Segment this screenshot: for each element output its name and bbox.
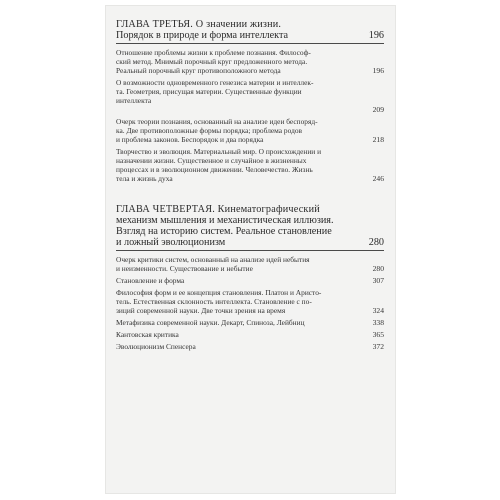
entry-last-line [116,264,384,273]
entry-last-line [116,276,384,285]
toc-entry [116,330,384,339]
chapter-4-title-line: механизм мышления и механистическая иллюзия. [116,215,334,226]
toc-entry [116,288,384,315]
entry-last-line [116,66,384,75]
book-page [105,5,396,494]
entry-last-line [116,342,384,351]
entry-text: Кантовская критика [116,330,179,339]
entry-line: Очерк критики систем, основанный на анализе идей небытия [116,255,310,264]
entry-page-number: 196 [372,66,384,75]
toc-entry [116,147,384,183]
entry-last-line [116,174,384,183]
chapter-3-heading [116,19,384,44]
entry-line: тель. Естественная склонность интеллекта. Становление с по- [116,297,312,306]
entry-text: тела и жизнь духа [116,174,173,183]
table-of-contents [116,19,384,354]
chapter-3-subtitle: Порядок в природе и форма интеллекта [116,30,289,41]
entry-page-number: 307 [372,276,384,285]
entry-line: интеллекта [116,96,152,105]
entry-last-line [116,330,384,339]
entry-line: Отношение проблемы жизни к проблеме познания. Философ- [116,48,311,57]
entry-text: зиций современной науки. Две точки зрения на время [116,306,286,315]
entry-line: О возможности одновременного генезиса материи и интеллек- [116,78,314,87]
entry-last-line [116,135,384,144]
chapter-4-page: 280 [368,237,384,248]
chapter-3-subtitle-page: 196 [368,30,384,41]
entry-text: и проблема законов. Беспорядок и два порядка [116,135,264,144]
entry-page-number: 218 [372,135,384,144]
entry-text: Метафизика современной науки. Декарт, Спиноза, Лейбниц [116,318,305,327]
toc-entry [116,318,384,327]
entry-text: и неизменности. Существование и небытие [116,264,253,273]
entry-page-number: 209 [372,105,384,114]
toc-entry [116,78,384,114]
entry-text: Становление и форма [116,276,185,285]
entry-page-number: 246 [372,174,384,183]
entry-page-number: 324 [372,306,384,315]
entry-page-number: 365 [372,330,384,339]
toc-entry [116,255,384,273]
entry-line: ский метод. Мнимый порочный круг предложенного метода. [116,57,308,66]
entry-last-line [116,105,384,114]
chapter-3-subtitle-row [116,30,384,41]
entry-text: Реальный порочный круг противоположного метода [116,66,281,75]
entry-last-line [116,306,384,315]
entry-line: Творчество и эволюция. Материальный мир. О происхождении и [116,147,322,156]
entry-line: та. Геометрия, присущая материи. Существенные функции [116,87,302,96]
entry-line: процессах и в эволюционном движении. Человечество. Жизнь [116,165,313,174]
entry-line: назначении жизни. Существенное и случайное в жизненных [116,156,307,165]
toc-entry [116,276,384,285]
chapter-4-title-line: Взгляд на историю систем. Реальное становление [116,226,332,237]
entry-line: Очерк теории познания, основанный на анализе идеи беспоряд- [116,117,318,126]
chapter-4-title: ГЛАВА ЧЕТВЕРТАЯ. Кинематографический [116,204,320,215]
entry-page-number: 280 [372,264,384,273]
entry-line: ка. Две противоположные формы порядка; проблема родов [116,126,303,135]
toc-entry [116,117,384,144]
toc-entry [116,48,384,75]
toc-entry [116,342,384,351]
chapter-4-title-last: и ложный эволюционизм [116,237,226,248]
entry-text: Эволюционизм Спенсера [116,342,196,351]
entry-page-number: 372 [372,342,384,351]
chapter-3-title: ГЛАВА ТРЕТЬЯ. О значении жизни. [116,19,282,30]
entry-line: Философия форм и ее концепция становления. Платон и Аристо- [116,288,322,297]
chapter-4-title-last-row [116,237,384,248]
chapter-separator [116,186,384,204]
chapter-4-heading [116,204,384,251]
entry-last-line [116,318,384,327]
entry-page-number: 338 [372,318,384,327]
